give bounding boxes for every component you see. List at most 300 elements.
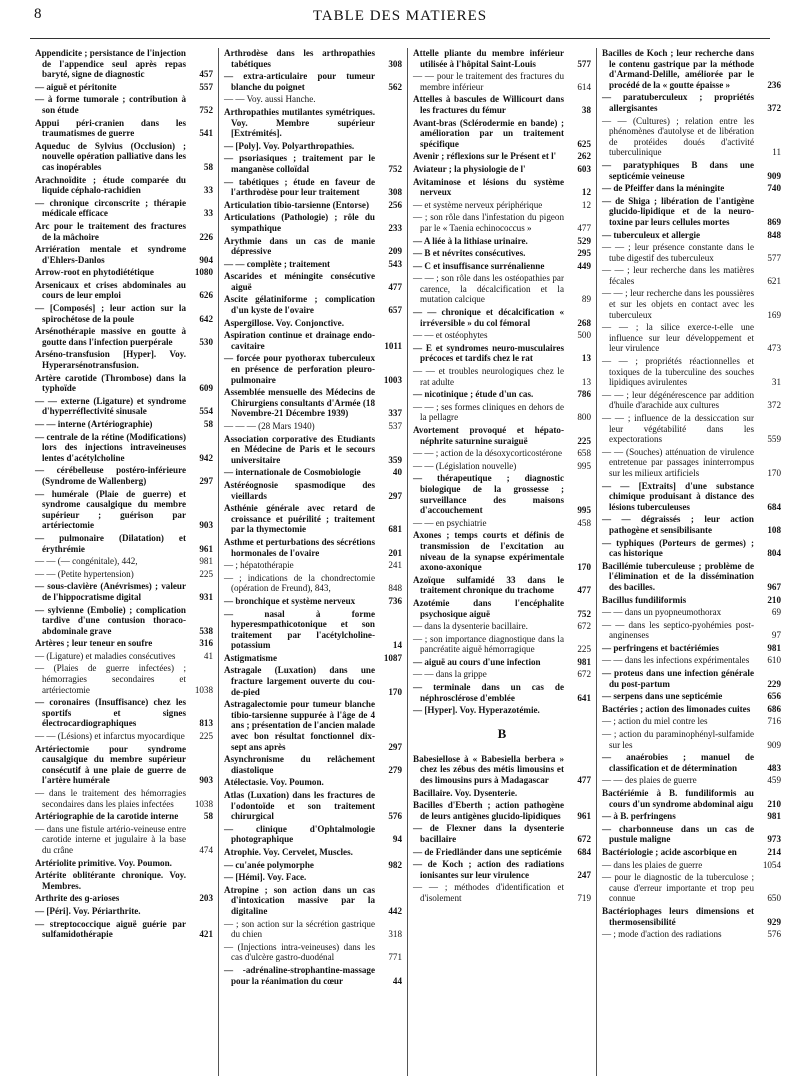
index-columns <box>30 48 786 1076</box>
index-entry <box>35 465 213 486</box>
entry-page-number: 942 <box>199 452 213 463</box>
index-entry <box>413 164 591 175</box>
entry-page-number: 961 <box>199 543 213 554</box>
index-entry <box>602 860 781 871</box>
index-entry <box>35 919 213 940</box>
index-entry <box>602 824 781 845</box>
index-entry <box>602 929 781 940</box>
entry-page-number: 576 <box>388 811 402 822</box>
entry-page-number: 686 <box>767 703 781 714</box>
entry-page-number: 543 <box>388 258 402 269</box>
entry-page-number: 268 <box>577 317 591 328</box>
entry-text: — — ; ses formes cliniques en dehors de la pellagre <box>413 401 564 423</box>
page-title: TABLE DES MATIERES <box>312 8 488 24</box>
index-entry <box>35 373 213 394</box>
index-entry <box>35 244 213 265</box>
index-entry <box>224 153 402 174</box>
index-entry <box>602 356 781 388</box>
entry-page-number: 719 <box>577 892 591 903</box>
index-entry <box>413 788 591 799</box>
index-entry <box>224 480 402 501</box>
index-entry <box>35 267 213 278</box>
index-entry <box>224 236 402 257</box>
index-entry <box>602 447 781 479</box>
index-entry <box>224 777 402 788</box>
entry-text: — [Péri]. Voy. Périarthrite. <box>35 905 141 916</box>
entry-text: — — (— congénitale), 442, <box>35 556 138 567</box>
index-entry <box>224 609 402 651</box>
index-entry <box>413 530 591 572</box>
entry-page-number: 740 <box>767 183 781 194</box>
entry-text: Avenir ; réflexions sur le Présent et l' <box>413 151 557 162</box>
entry-text: Bacillémie tuberculeuse ; problème de l'élimination et de la dissémination des bacilles. <box>602 560 754 592</box>
entry-text: — proteus dans une infection générale du post-partum <box>602 668 754 689</box>
index-entry <box>413 847 591 858</box>
entry-text: — ; son rôle dans l'infestation du pigeon par le « Taenia echinococcus » <box>413 212 564 233</box>
entry-text: — — ; leur dégénérescence par addition d'huile d'arachide aux cultures <box>602 389 754 411</box>
index-entry <box>224 653 402 664</box>
index-entry <box>224 200 402 211</box>
entry-text: — — dégraissés ; leur action pathogène et sensibilisante <box>602 514 754 535</box>
entry-page-number: 684 <box>577 846 591 857</box>
entry-text: — à forme tumorale ; contribution à son étude <box>35 94 186 115</box>
entry-text: — extra-articulaire pour tumeur blanche du poignet <box>224 71 375 92</box>
entry-text: — forcée pour pyothorax tuberculeux en présence de perforation pleuro-pulmonaire <box>224 353 375 385</box>
entry-text: Avitaminose et lésions du système nerveux <box>413 176 564 198</box>
entry-text: — — ; action de la désoxycorticostérone <box>413 448 562 459</box>
index-entry <box>602 48 781 90</box>
index-entry <box>224 942 402 963</box>
entry-text: — — ; méthodes d'identification et d'isolement <box>413 882 564 903</box>
index-entry <box>224 259 402 270</box>
index-entry <box>602 655 781 666</box>
index-entry <box>224 872 402 883</box>
entry-page-number: 13 <box>581 353 591 364</box>
entry-page-number: 308 <box>388 187 402 198</box>
index-entry <box>602 561 781 593</box>
index-entry <box>602 668 781 689</box>
index-entry <box>413 71 591 92</box>
index-entry <box>224 596 402 607</box>
index-entry <box>224 387 402 419</box>
index-entry <box>224 467 402 478</box>
entry-page-number: 372 <box>767 102 781 113</box>
entry-page-number: 458 <box>577 517 591 528</box>
entry-page-number: 170 <box>388 686 402 697</box>
entry-text: Artériolite primitive. Voy. Poumon. <box>35 857 172 868</box>
entry-text: — anaérobies ; manuel de classification et de détermination <box>602 752 754 773</box>
entry-page-number: 961 <box>577 810 591 821</box>
entry-text: — de Shiga ; libération de l'antigène glucido-lipidique et de la neuro-toxine par leurs cellules mortes <box>602 195 754 227</box>
entry-page-number: 236 <box>767 79 781 90</box>
entry-text: — ; mode d'action des radiations <box>602 929 722 940</box>
index-column-4 <box>597 48 786 1076</box>
entry-text: — serpens dans une septicémie <box>602 691 723 702</box>
entry-page-number: 800 <box>577 412 591 423</box>
entry-page-number: 44 <box>392 975 402 986</box>
entry-page-number: 108 <box>767 524 781 535</box>
index-entry <box>413 669 591 680</box>
entry-text: — dans les plaies de guerre <box>602 859 703 870</box>
index-entry <box>35 349 213 370</box>
entry-text: — streptococcique aiguë guérie par sulfamidothérapie <box>35 918 186 940</box>
entry-text: Avortement provoqué et hépato-néphrite saturnine suraiguë <box>413 425 564 446</box>
section-letter: B <box>497 725 507 741</box>
entry-text: — — — (28 Mars 1940) <box>224 421 315 431</box>
entry-text: — ; son importance diagnostique dans la pancréatite aiguë hémorragique <box>413 633 564 655</box>
index-entry <box>224 94 402 105</box>
entry-page-number: 241 <box>388 560 402 571</box>
entry-text: Articulation tibio-tarsienne (Entorse) <box>224 199 369 210</box>
index-entry <box>413 248 591 259</box>
entry-page-number: 559 <box>767 434 781 445</box>
entry-page-number: 459 <box>767 775 781 786</box>
entry-page-number: 12 <box>581 187 591 198</box>
entry-page-number: 626 <box>199 290 213 301</box>
entry-text: — chronique circonscrite ; thérapie médicale efficace <box>35 197 186 219</box>
entry-text: Axones ; temps courts et définis de transmission de l'excitation au niveau de la synapse expérimentale axono-axonique <box>413 530 564 573</box>
entry-text: — dans la dysenterie bacillaire. <box>413 621 528 632</box>
entry-page-number: 279 <box>388 764 402 775</box>
entry-page-number: 995 <box>577 460 591 471</box>
entry-text: Aviateur ; la physiologie de l' <box>413 163 526 174</box>
index-entry <box>413 118 591 150</box>
entry-text: Artère carotide (Thrombose) dans la typhoïde <box>35 372 186 394</box>
entry-page-number: 541 <box>199 128 213 139</box>
index-entry <box>413 94 591 115</box>
entry-text: — humérale (Plaie de guerre) et syndrome causalgique du membre supérieur ; guérison par artériectomie <box>35 488 186 531</box>
entry-text: — sylvienne (Embolie) ; complication tardive d'une contusion thoraco-abdominale grave <box>35 604 186 636</box>
entry-text: — paratuberculeux ; propriétés allergisantes <box>602 92 754 113</box>
index-entry <box>35 396 213 417</box>
index-entry <box>35 82 213 93</box>
entry-text: Attelle pliante du membre inférieur utilisée à l'hôpital Saint-Louis <box>413 48 564 69</box>
index-entry <box>224 330 402 351</box>
entry-page-number: 316 <box>199 638 213 649</box>
entry-text: Atélectasie. Voy. Poumon. <box>224 777 324 788</box>
entry-text: — — [Extraits] d'une substance chimique produisant à distance des lésions tuberculeuses <box>602 480 754 512</box>
index-entry <box>224 177 402 198</box>
entry-text: — terminale dans un cas de néphrosclérose d'emblée <box>413 682 564 703</box>
entry-page-number: 170 <box>577 562 591 573</box>
entry-text: — ; action du miel contre les <box>602 716 708 727</box>
index-entry <box>602 160 781 181</box>
index-entry <box>35 651 213 662</box>
index-entry <box>602 92 781 113</box>
entry-page-number: 473 <box>767 343 781 354</box>
entry-text: — (Injections intra-veineuses) dans les cas d'ulcère gastro-duodénal <box>224 941 375 963</box>
entry-text: — C et insuffisance surrénalienne <box>413 260 545 271</box>
index-entry <box>35 788 213 809</box>
entry-page-number: 903 <box>199 775 213 786</box>
entry-page-number: 529 <box>577 235 591 246</box>
entry-page-number: 58 <box>203 161 213 172</box>
entry-text: — — dans un pyopneumothorax <box>602 607 722 618</box>
index-entry <box>35 744 213 786</box>
entry-page-number: 337 <box>388 408 402 419</box>
entry-text: — de Flexner dans la dysenterie bacillaire <box>413 823 564 844</box>
index-entry <box>35 663 213 695</box>
entry-text: Asynchronisme du relâchement diastolique <box>224 754 375 775</box>
entry-text: Babesiellose à « Babesiella berbera » chez les zébus des métis limousins et des limousins purs à Madagascar <box>413 753 564 786</box>
entry-page-number: 297 <box>388 741 402 752</box>
index-entry <box>224 965 402 986</box>
index-entry <box>413 236 591 247</box>
entry-page-number: 903 <box>199 520 213 531</box>
entry-page-number: 233 <box>388 222 402 233</box>
entry-page-number: 11 <box>772 147 781 158</box>
entry-text: — clinique d'Ophtalmologie photographique <box>224 823 375 845</box>
entry-page-number: 247 <box>577 869 591 880</box>
index-entry <box>602 265 781 286</box>
index-entry <box>224 665 402 697</box>
index-column-2 <box>219 48 408 1076</box>
entry-page-number: 610 <box>767 655 781 666</box>
index-entry <box>602 514 781 535</box>
entry-text: — psoriasiques ; traitement par le manganèse colloïdal <box>224 153 375 174</box>
index-entry <box>224 537 402 558</box>
index-entry <box>224 294 402 315</box>
entry-text: — — (Législation nouvelle) <box>413 460 517 471</box>
entry-page-number: 641 <box>577 692 591 703</box>
entry-text: Appendicite ; persistance de l'injection de l'appendice seul après repas baryté, signe de diagnostic <box>35 48 186 80</box>
entry-page-number: 929 <box>767 916 781 927</box>
entry-text: Arthropathies mutilantes symétriques. Voy. Membre supérieur [Extrémités]. <box>224 106 375 139</box>
entry-text: — B et névrites consécutives. <box>413 248 526 259</box>
entry-text: Bacillus fundiliformis <box>602 594 687 605</box>
entry-text: — — et ostéophytes <box>413 330 488 341</box>
entry-page-number: 981 <box>767 811 781 822</box>
entry-text: Arthrodèse dans les arthropathies tabétiques <box>224 48 375 69</box>
entry-text: Astragalectomie pour tumeur blanche tibio-tarsienne suppurée à l'âge de 4 ans ; présentation de l'ancien malade avec bon résultat fonctionnel dix-sept ans après <box>224 699 375 752</box>
entry-text: — — dans les infections expérimentales <box>602 655 750 666</box>
entry-text: Artériectomie pour syndrome causalgique du membre supérieur consécutif à une plaie de guerre de l'artère humérale <box>35 743 186 786</box>
entry-page-number: 477 <box>577 222 591 233</box>
entry-text: Arséno-transfusion [Hyper]. Voy. Hyperarsénotransfusion. <box>35 349 186 371</box>
entry-text: — paratyphiques B dans une septicémie veineuse <box>602 159 754 181</box>
entry-text: — — complète ; traitement <box>224 258 331 269</box>
entry-page-number: 752 <box>199 104 213 115</box>
index-entry <box>224 847 402 858</box>
entry-text: — tuberculeux et allergie <box>602 229 701 240</box>
entry-page-number: 1003 <box>383 374 402 385</box>
entry-text: — aiguë au cours d'une infection <box>413 656 541 667</box>
entry-text: Arriération mentale et syndrome d'Ehlers-Danlos <box>35 244 186 265</box>
index-entry <box>602 620 781 641</box>
entry-page-number: 359 <box>388 454 402 465</box>
entry-text: Aspergillose. Voy. Conjonctive. <box>224 317 344 328</box>
index-entry <box>35 489 213 531</box>
index-entry <box>413 705 591 716</box>
index-entry <box>413 859 591 880</box>
index-column-3 <box>408 48 597 1076</box>
entry-text: — ; hépatothérapie <box>224 560 294 571</box>
entry-page-number: 752 <box>577 608 591 619</box>
index-entry <box>224 824 402 845</box>
entry-text: — E et syndromes neuro-musculaires précoces et tardifs chez le rat <box>413 342 564 364</box>
index-entry <box>35 824 213 856</box>
index-entry <box>224 318 402 329</box>
index-entry <box>224 71 402 92</box>
entry-page-number: 1038 <box>194 798 213 809</box>
entry-text: — internationale de Cosmobiologie <box>224 467 361 478</box>
entry-text: — — dans la grippe <box>413 669 487 680</box>
index-entry <box>413 823 591 844</box>
entry-text: — — externe (Ligature) et syndrome d'hyperréflectivité sinusale <box>35 395 186 417</box>
index-entry <box>602 775 781 786</box>
index-entry <box>35 605 213 637</box>
entry-page-number: 372 <box>767 400 781 411</box>
entry-page-number: 170 <box>767 467 781 478</box>
index-entry <box>35 870 213 891</box>
entry-text: — — (Lésions) et infarctus myocardique <box>35 731 185 742</box>
entry-text: — — en psychiatrie <box>413 517 487 528</box>
entry-text: — perfringens et bactériémies <box>602 642 719 653</box>
entry-page-number: 554 <box>199 406 213 417</box>
entry-page-number: 1087 <box>383 652 402 663</box>
entry-page-number: 13 <box>581 376 591 387</box>
entry-page-number: 1080 <box>194 267 213 278</box>
entry-text: — ; action du paraminophényl-sulfamide sur les <box>602 729 754 750</box>
entry-page-number: 89 <box>581 294 591 305</box>
entry-page-number: 909 <box>767 739 781 750</box>
entry-text: — typhiques (Porteurs de germes) ; cas historique <box>602 537 754 559</box>
index-entry <box>35 569 213 580</box>
entry-text: — et système nerveux périphérique <box>413 199 543 210</box>
entry-text: Bactériophages leurs dimensions et thermosensibilité <box>602 905 754 927</box>
entry-page-number: 256 <box>388 199 402 210</box>
entry-page-number: 94 <box>392 834 402 845</box>
index-entry <box>35 556 213 567</box>
index-entry <box>602 788 781 809</box>
entry-page-number: 995 <box>577 505 591 516</box>
entry-page-number: 225 <box>199 731 213 742</box>
entry-page-number: 609 <box>199 383 213 394</box>
entry-text: — nasal à forme hyperesmpathicotonique et son traitement par l'acétylcholine-potassium <box>224 608 375 651</box>
entry-text: — à B. perfringens <box>602 811 676 822</box>
index-entry <box>224 560 402 571</box>
entry-page-number: 621 <box>767 275 781 286</box>
entry-text: Arc pour le traitement des fractures de la mâchoire <box>35 220 186 242</box>
entry-text: Articulations (Pathologie) ; rôle du sympathique <box>224 212 375 233</box>
index-entry <box>602 729 781 750</box>
index-entry <box>224 421 402 432</box>
entry-text: — — (Petite hypertension) <box>35 568 134 579</box>
index-entry <box>224 434 402 466</box>
entry-page-number: 500 <box>577 330 591 341</box>
entry-text: — de Koch ; action des radiations ionisantes sur leur virulence <box>413 859 564 880</box>
index-entry <box>602 704 781 715</box>
index-entry <box>413 389 591 400</box>
entry-text: Astéréognosie spasmodique des vieillards <box>224 479 375 501</box>
entry-text: Arsénothérapie massive en goutte à goutte dans l'infection puerpérale <box>35 326 186 347</box>
entry-text: Artères ; leur teneur en soufre <box>35 638 153 649</box>
index-entry <box>35 94 213 115</box>
entry-page-number: 225 <box>199 568 213 579</box>
index-entry <box>602 288 781 320</box>
entry-text: Bactériémie à B. fundiliformis au cours d'un syndrome abdominal aigu <box>602 788 754 809</box>
index-entry <box>602 847 781 858</box>
index-entry <box>35 581 213 602</box>
entry-text: Avant-bras (Sclérodermie en bande) ; amélioration par un traitement spécifique <box>413 117 564 149</box>
entry-page-number: 457 <box>199 69 213 80</box>
index-entry <box>413 343 591 364</box>
entry-page-number: 297 <box>199 475 213 486</box>
entry-page-number: 909 <box>767 170 781 181</box>
entry-page-number: 981 <box>199 556 213 567</box>
index-entry <box>602 643 781 654</box>
entry-page-number: 931 <box>199 591 213 602</box>
entry-page-number: 69 <box>771 607 781 618</box>
entry-text: — cérébelleuse postéro-inférieure (Syndrome de Wallenberg) <box>35 465 186 486</box>
index-entry <box>602 595 781 606</box>
index-entry <box>224 353 402 385</box>
entry-page-number: 225 <box>577 644 591 655</box>
entry-page-number: 576 <box>767 929 781 940</box>
entry-text: Aqueduc de Sylvius (Occlusion) ; nouvelle opération palliative dans les cas inopérables <box>35 140 186 172</box>
page-header <box>30 4 770 32</box>
index-entry <box>602 691 781 702</box>
entry-page-number: 656 <box>767 691 781 702</box>
entry-page-number: 786 <box>577 389 591 400</box>
index-entry <box>224 573 402 594</box>
index-entry <box>413 448 591 459</box>
index-entry <box>35 280 213 301</box>
index-entry <box>602 607 781 618</box>
index-entry <box>602 811 781 822</box>
entry-text: — — interne (Artériographie) <box>35 419 153 429</box>
index-entry <box>413 48 591 69</box>
index-entry <box>35 697 213 729</box>
index-entry <box>35 198 213 219</box>
index-entry <box>35 175 213 196</box>
entry-text: Bacillaire. Voy. Dysenterie. <box>413 787 518 798</box>
entry-text: — — pour le traitement des fractures du membre inférieur <box>413 71 564 92</box>
entry-text: — cu'anée polymorphe <box>224 859 314 870</box>
entry-text: — [Poly]. Voy. Polyarthropathies. <box>224 140 355 151</box>
index-entry <box>35 533 213 554</box>
index-entry <box>413 800 591 821</box>
index-entry <box>602 183 781 194</box>
entry-page-number: 1011 <box>384 340 402 351</box>
entry-page-number: 672 <box>577 669 591 680</box>
entry-page-number: 614 <box>577 81 591 92</box>
entry-page-number: 530 <box>199 336 213 347</box>
entry-page-number: 38 <box>581 104 591 115</box>
entry-page-number: 229 <box>767 678 781 689</box>
index-entry <box>602 116 781 158</box>
index-entry <box>413 330 591 341</box>
entry-text: — thérapeutique ; diagnostic biologique de la grossesse ; surveillance des maisons d'accouchement <box>413 473 564 516</box>
index-entry <box>224 754 402 775</box>
entry-page-number: 981 <box>577 656 591 667</box>
entry-text: Ascarides et méningite consécutive aiguë <box>224 271 375 292</box>
entry-page-number: 577 <box>767 252 781 263</box>
entry-text: — — Voy. aussi Hanche. <box>224 94 316 105</box>
entry-text: — de Pfeiffer dans la méningite <box>602 183 725 194</box>
entry-page-number: 169 <box>767 309 781 320</box>
index-entry <box>413 882 591 903</box>
entry-text: Arsenicaux et crises abdominales au cours de leur emploi <box>35 279 186 301</box>
entry-text: — [Hyper]. Voy. Hyperazotémie. <box>413 705 540 716</box>
entry-page-number: 225 <box>577 435 591 446</box>
index-entry <box>224 885 402 917</box>
entry-text: Arrow-root en phytodiététique <box>35 267 154 278</box>
index-entry <box>35 638 213 649</box>
entry-text: — — chronique et décalcification « irréversible » du col fémoral <box>413 307 564 328</box>
index-entry <box>224 107 402 139</box>
entry-page-number: 562 <box>388 81 402 92</box>
